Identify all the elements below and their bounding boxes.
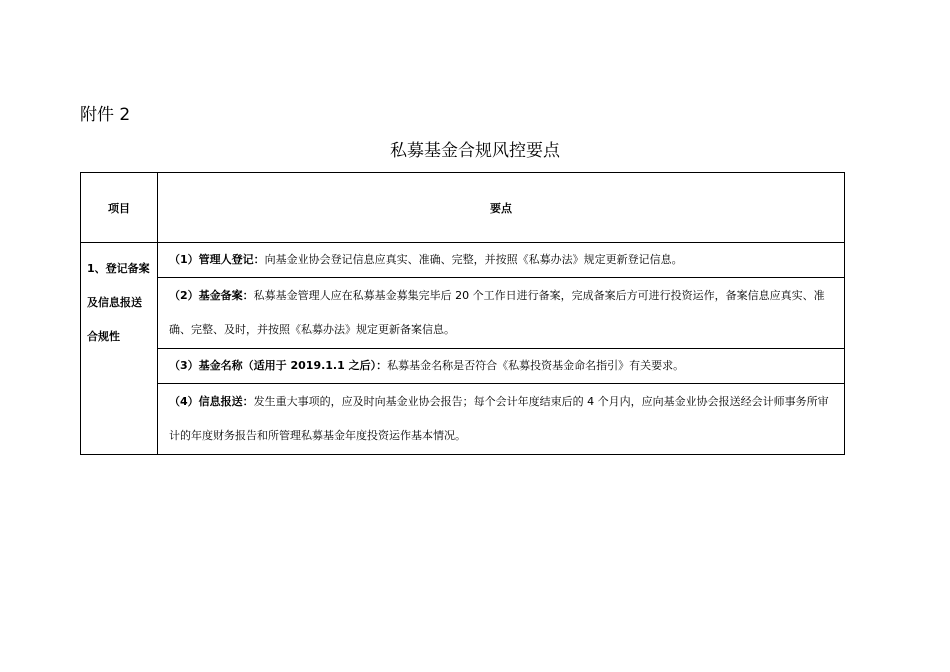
point-information-reporting (158, 384, 845, 455)
point-manager-registration (158, 243, 845, 278)
section-label-line: 合规性 (87, 330, 120, 343)
section-label (81, 243, 158, 455)
header-item: 项目 (81, 173, 158, 243)
table-row (81, 278, 845, 349)
table-row (81, 349, 845, 384)
table-row (81, 243, 845, 278)
table-header-row (81, 173, 845, 243)
header-points: 要点 (158, 173, 845, 243)
point-text: 向基金业协会登记信息应真实、准确、完整，并按照《私募办法》规定更新登记信息。 (264, 253, 683, 266)
attachment-label: 附件 2 (80, 105, 131, 125)
table-row (81, 384, 845, 455)
section-label-line: 1、登记备案 (87, 262, 150, 275)
point-text: 私募基金管理人应在私募基金募集完毕后 20 个工作日进行备案，完成备案后方可进行投资运作，备案信息应真实、准确、完整、及时，并按照《私募办法》规定更新备案信息。 (169, 289, 825, 336)
point-fund-name (158, 349, 845, 384)
point-lead: （2）基金备案： (169, 289, 254, 302)
point-text: 发生重大事项的，应及时向基金业协会报告；每个会计年度结束后的 4 个月内，应向基金业协会报送经会计师事务所审计的年度财务报告和所管理私募基金年度投资运作基本情况。 (169, 395, 829, 442)
document-title: 私募基金合规风控要点 (390, 141, 560, 161)
point-text: 私募基金名称是否符合《私募投资基金命名指引》有关要求。 (387, 359, 685, 372)
point-fund-filing (158, 278, 845, 349)
point-lead: （4）信息报送： (169, 395, 254, 408)
point-lead: （1）管理人登记： (169, 253, 265, 266)
point-lead: （3）基金名称（适用于 2019.1.1 之后）： (169, 359, 388, 372)
section-label-line: 及信息报送 (87, 296, 142, 309)
compliance-table (80, 172, 845, 455)
